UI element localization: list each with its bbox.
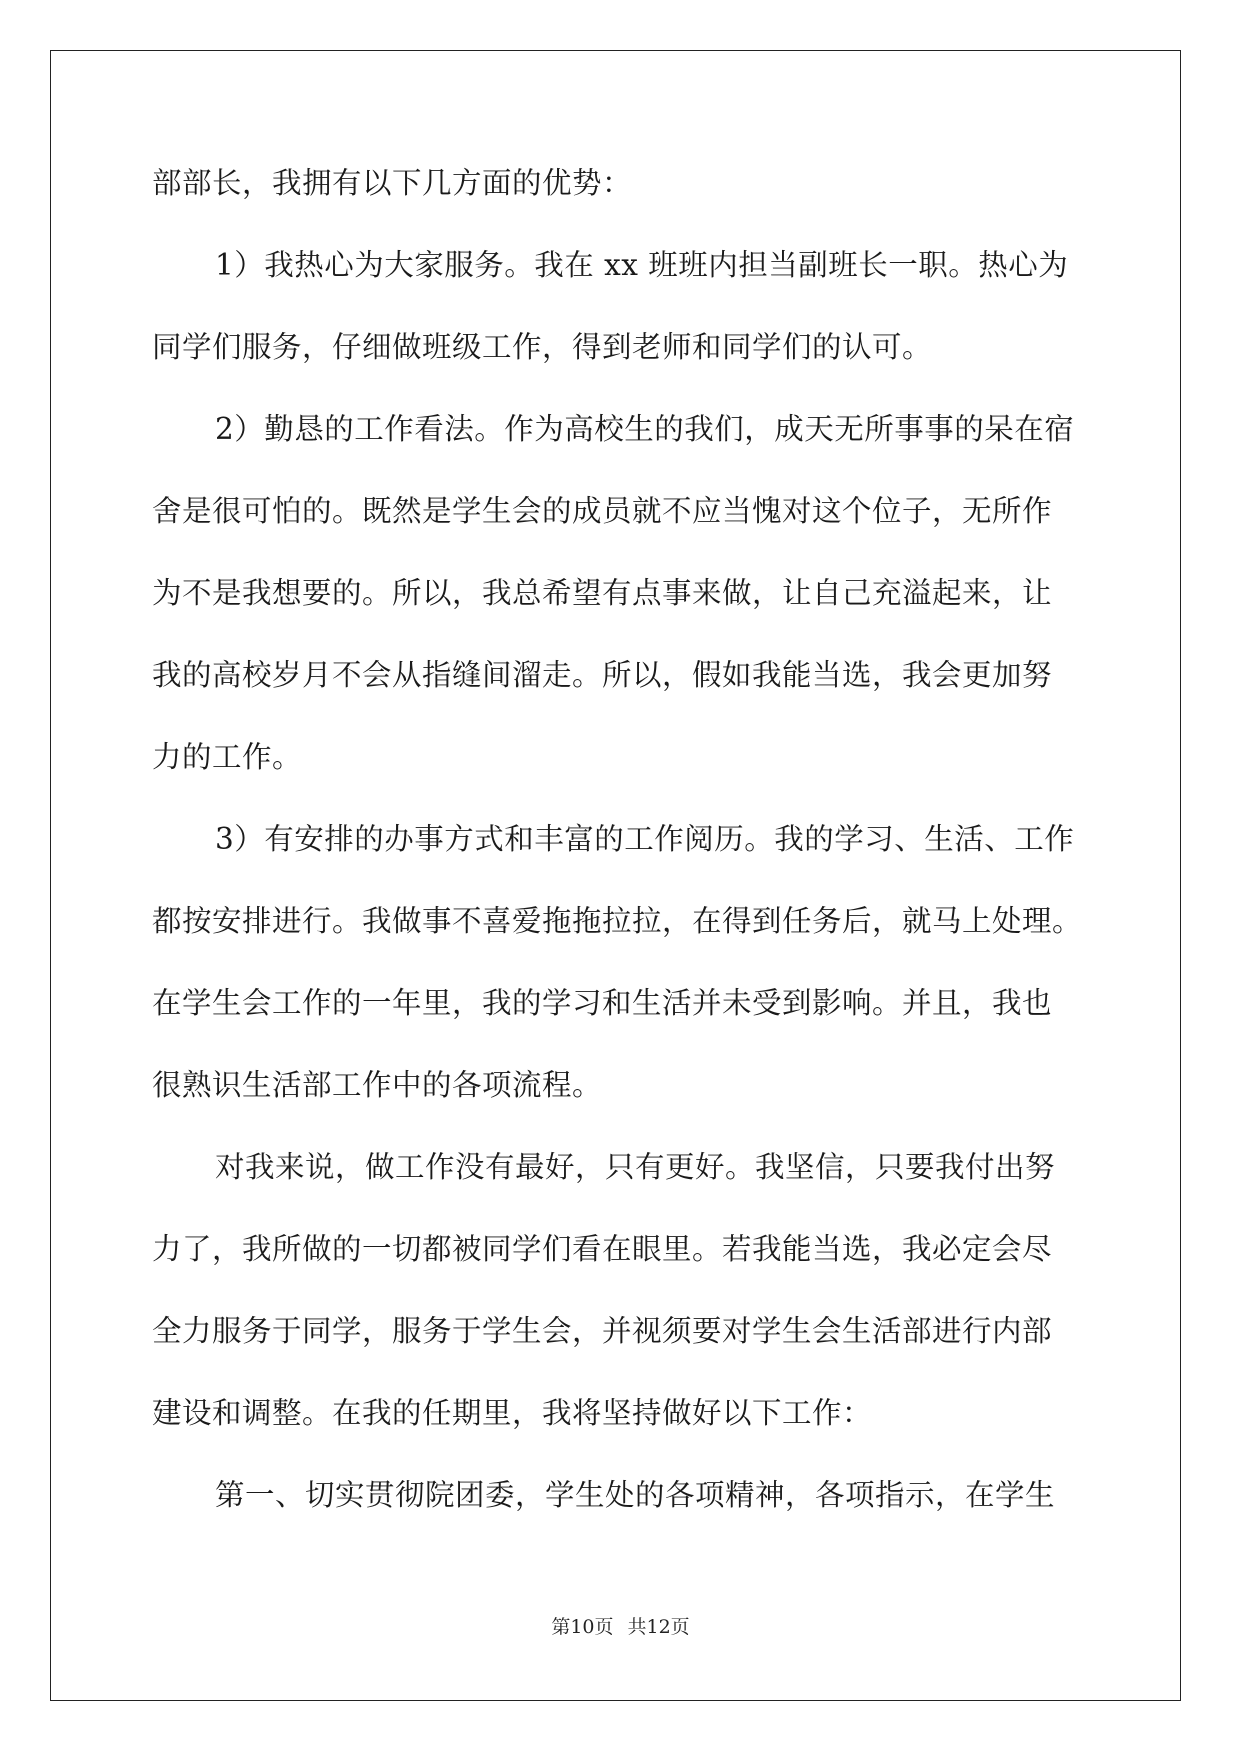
text-line: 我的高校岁月不会从指缝间溜走。所以，假如我能当选，我会更加努 [152, 658, 1053, 692]
text-line: 舍是很可怕的。既然是学生会的成员就不应当愧对这个位子，无所作 [152, 494, 1053, 528]
text-line: 为不是我想要的。所以，我总希望有点事来做，让自己充溢起来，让 [152, 576, 1053, 610]
text-line: 对我来说，做工作没有最好，只有更好。我坚信，只要我付出努 [215, 1150, 1056, 1184]
text-line: 第一、切实贯彻院团委，学生处的各项精神，各项指示，在学生 [215, 1478, 1056, 1512]
text-line: 很熟识生活部工作中的各项流程。 [152, 1068, 603, 1102]
text-line: 2）勤恳的工作看法。作为高校生的我们，成天无所事事的呆在宿 [215, 412, 1075, 446]
text-line: 都按安排进行。我做事不喜爱拖拖拉拉，在得到任务后，就马上处理。 [152, 904, 1083, 938]
text-line: 建设和调整。在我的任期里，我将坚持做好以下工作： [152, 1396, 873, 1430]
document-body [152, 158, 1112, 1552]
text-line: 力的工作。 [152, 740, 303, 774]
total-pages: 共12页 [627, 1616, 690, 1638]
text-line: 3）有安排的办事方式和丰富的工作阅历。我的学习、生活、工作 [215, 822, 1075, 856]
text-line: 1）我热心为大家服务。我在 xx 班班内担当副班长一职。热心为 [215, 248, 1069, 282]
current-page-number: 第10页 [551, 1616, 614, 1638]
text-line: 力了，我所做的一切都被同学们看在眼里。若我能当选，我必定会尽 [152, 1232, 1053, 1266]
text-line: 全力服务于同学，服务于学生会，并视须要对学生会生活部进行内部 [152, 1314, 1053, 1348]
text-line: 在学生会工作的一年里，我的学习和生活并未受到影响。并且，我也 [152, 986, 1053, 1020]
text-line: 部部长，我拥有以下几方面的优势： [152, 166, 633, 200]
text-line: 同学们服务，仔细做班级工作，得到老师和同学们的认可。 [152, 330, 933, 364]
page-footer [0, 1612, 1241, 1639]
